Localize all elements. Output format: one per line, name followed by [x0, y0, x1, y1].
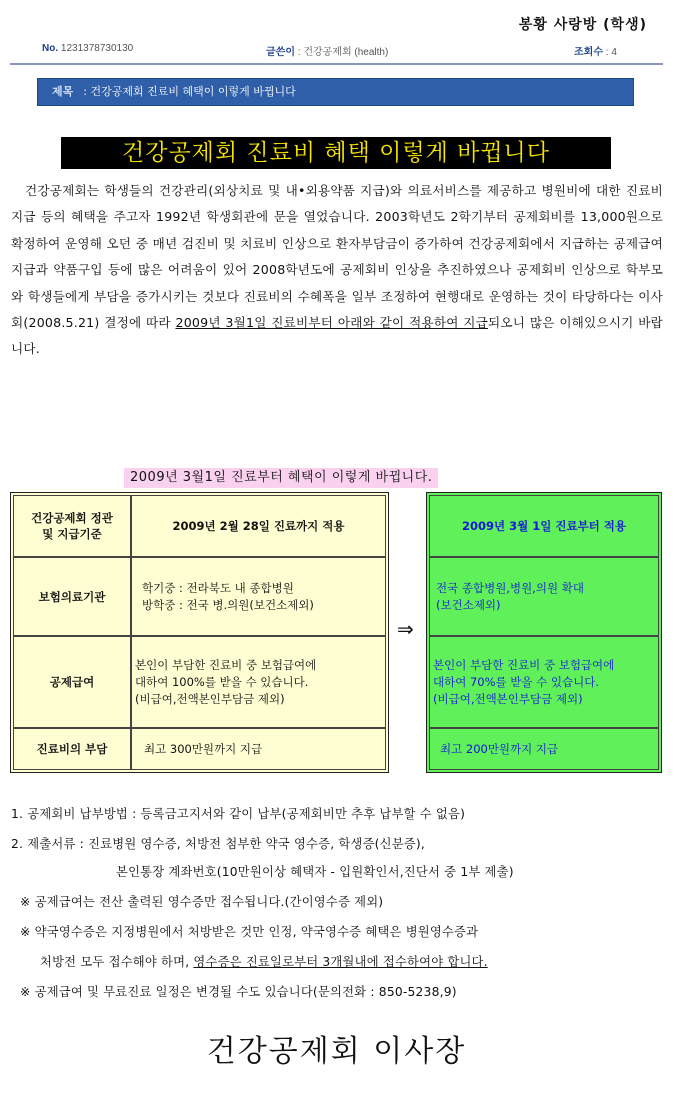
- views-label: 조회수: [574, 47, 603, 58]
- note-receipt: ※ 공제급여는 전산 출력된 영수증만 접수됩니다.(간이영수증 제외): [20, 895, 384, 909]
- before-insurance: 학기중 : 전라북도 내 종합병원 방학중 : 전국 병.의원(보건소제외): [131, 557, 386, 636]
- before-cost: 최고 300만원까지 지급: [131, 728, 386, 770]
- benefit-table-before: [10, 492, 389, 773]
- note-pharmacy-deadline: 영수증은 진료일로부터 3개월내에 접수하여야 합니다.: [193, 955, 488, 969]
- post-number: [42, 43, 133, 54]
- criteria-header: 건강공제회 정관 및 지급기준: [13, 495, 131, 557]
- after-cost: 최고 200만원까지 지급: [429, 728, 659, 770]
- row-label-cost: 진료비의 부담: [13, 728, 131, 770]
- arrow-icon: ⇒: [397, 617, 414, 641]
- note-pharmacy-cont: [40, 952, 488, 970]
- post-meta: [0, 41, 673, 61]
- after-benefit: 본인이 부담한 진료비 중 보험급여에 대하여 70%를 받을 수 있습니다. (비급여,전액본인부담금 제외): [429, 636, 659, 728]
- subject-label: 제목: [52, 85, 74, 98]
- row-label-benefit: 공제급여: [13, 636, 131, 728]
- post-writer: [266, 43, 388, 58]
- row-label-insurance: 보험의료기관: [13, 557, 131, 636]
- post-views: [574, 43, 617, 58]
- board-title: 봉황 사랑방 (학생): [518, 17, 647, 33]
- after-insurance: 전국 종합병원,병원,의원 확대 (보건소제외): [429, 557, 659, 636]
- intro-underlined-text: 2009년 3월1일 진료비부터 아래와 같이 적용하여 지급: [175, 315, 489, 331]
- note-pharmacy-cont-text: 처방전 모두 접수해야 하며,: [40, 955, 194, 969]
- after-header: 2009년 3월 1일 진료부터 적용: [429, 495, 659, 557]
- post-number-label: No.: [42, 43, 59, 54]
- note-documents: 2. 제출서류 : 진료병원 영수증, 처방전 첨부한 약국 영수증, 학생증(신분증),: [11, 837, 425, 851]
- change-banner: 2009년 3월1일 진료부터 혜택이 이렇게 바뀝니다.: [124, 468, 438, 488]
- benefit-table-after: [426, 492, 662, 773]
- views-value: : 4: [605, 47, 617, 58]
- intro-text-1: 건강공제회는 학생들의 건강관리(외상치료 및 내•외용약품 지급)와 의료서비스를 제공하고 병원비에 대한 진료비지급 등의 혜택을 주고자 1992년 학생회관에 문을 열었습니다. 2003학년도 2학기부터 공제회비를 13,000원으로 확정하여 운영해 오던 중 매년 검진비 및 치료비 인상으로 환자부담금이 증가하여 건강공제회에서 지급하는 공제급여 지급과 약품구입 등에 많은 어려움이 있어 2008학년도에 공제회비 인상을 추진하였으나 공제회비 인상으로 학부모와 학생들에게 부담을 증가시키는 것보다 진료비의 수혜폭을 일부 조정하여 현행대로 운영하는 것이 타당하다는 이사회(2008.5.21) 결정에 따라: [11, 183, 663, 331]
- before-header: 2009년 2월 28일 진료까지 적용: [131, 495, 386, 557]
- note-documents-cont: 본인통장 계좌번호(10만원이상 혜택자 - 입원확인서,진단서 중 1부 제출): [116, 865, 514, 879]
- subject-text: : 건강공제회 진료비 혜택이 이렇게 바뀝니다: [83, 85, 296, 98]
- header-divider: [10, 63, 663, 65]
- post-number-value: 1231378730130: [60, 43, 134, 54]
- intro-paragraph: [11, 178, 663, 363]
- intro-text-2: 되오니 많은 이해있으시기 바랍니다.: [11, 315, 663, 357]
- note-pharmacy: ※ 약국영수증은 지정병원에서 처방받은 것만 인정, 약국영수증 혜택은 병원영수증과: [20, 925, 479, 939]
- notice-title: 건강공제회 진료비 혜택 이렇게 바뀝니다: [61, 137, 611, 169]
- writer-label: 글쓴이: [266, 47, 295, 58]
- signature: 건강공제회 이사장: [206, 1034, 467, 1069]
- writer-value: : 건강공제회 (health): [297, 47, 389, 58]
- subject-bar: [37, 78, 634, 106]
- note-schedule: ※ 공제급여 및 무료진료 일정은 변경될 수도 있습니다(문의전화 : 850-5238,9): [20, 985, 457, 999]
- note-payment: 1. 공제회비 납부방법 : 등록금고지서와 같이 납부(공제회비만 추후 납부할 수 없음): [11, 807, 466, 821]
- before-benefit: 본인이 부담한 진료비 중 보험급여에 대하여 100%를 받을 수 있습니다. (비급여,전액본인부담금 제외): [131, 636, 386, 728]
